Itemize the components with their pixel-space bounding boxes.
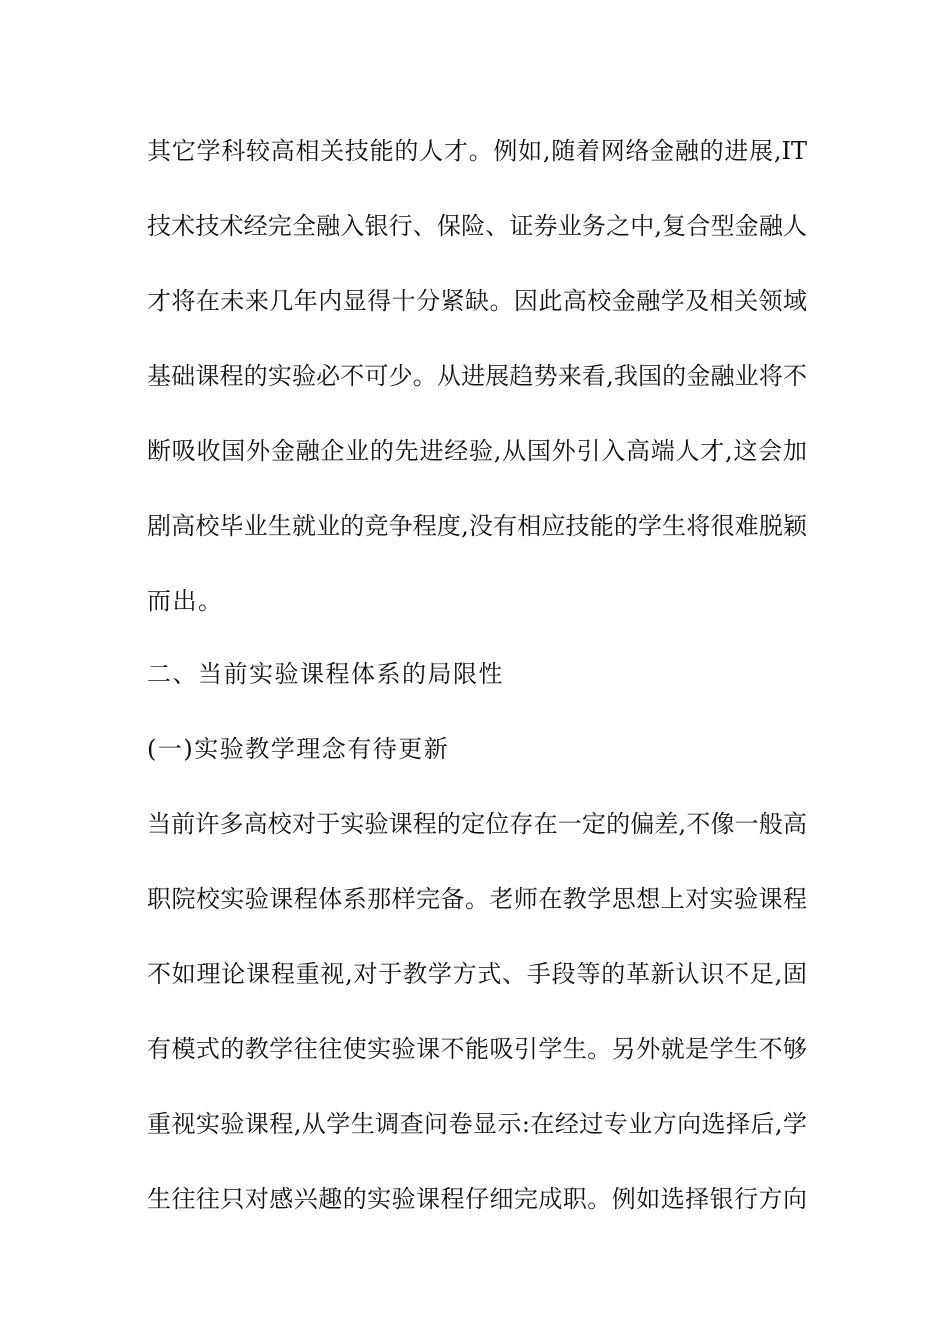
paragraph-line: 重视实验课程,从学生调查问卷显示:在经过专业方向选择后,学 bbox=[147, 1110, 807, 1138]
paragraph-line: 而出。 bbox=[147, 587, 224, 615]
paragraph-line: 不如理论课程重视,对于教学方式、手段等的革新认识不足,固 bbox=[147, 960, 807, 988]
paragraph-line: 断吸收国外金融企业的先进经验,从国外引入高端人才,这会加 bbox=[147, 437, 807, 465]
paragraph-line: 技术技术经完全融入银行、保险、证券业务之中,复合型金融人 bbox=[147, 212, 807, 240]
paragraph-line: 生往往只对感兴趣的实验课程仔细完成职。例如选择银行方向 bbox=[147, 1185, 807, 1213]
paragraph-line: 其它学科较高相关技能的人才。例如,随着网络金融的进展,IT bbox=[147, 137, 807, 165]
paragraph-line: 职院校实验课程体系那样完备。老师在教学思想上对实验课程 bbox=[147, 885, 807, 913]
subsection-heading: (一)实验教学理念有待更新 bbox=[147, 735, 450, 763]
paragraph-line: 剧高校毕业生就业的竞争程度,没有相应技能的学生将很难脱颖 bbox=[147, 512, 807, 540]
paragraph-line: 基础课程的实验必不可少。从进展趋势来看,我国的金融业将不 bbox=[147, 362, 807, 390]
paragraph-line: 当前许多高校对于实验课程的定位存在一定的偏差,不像一般高 bbox=[147, 810, 807, 838]
section-heading: 二、当前实验课程体系的局限性 bbox=[147, 660, 504, 688]
paragraph-line: 有模式的教学往往使实验课不能吸引学生。另外就是学生不够 bbox=[147, 1035, 807, 1063]
paragraph-line: 才将在未来几年内显得十分紧缺。因此高校金融学及相关领域 bbox=[147, 287, 807, 315]
